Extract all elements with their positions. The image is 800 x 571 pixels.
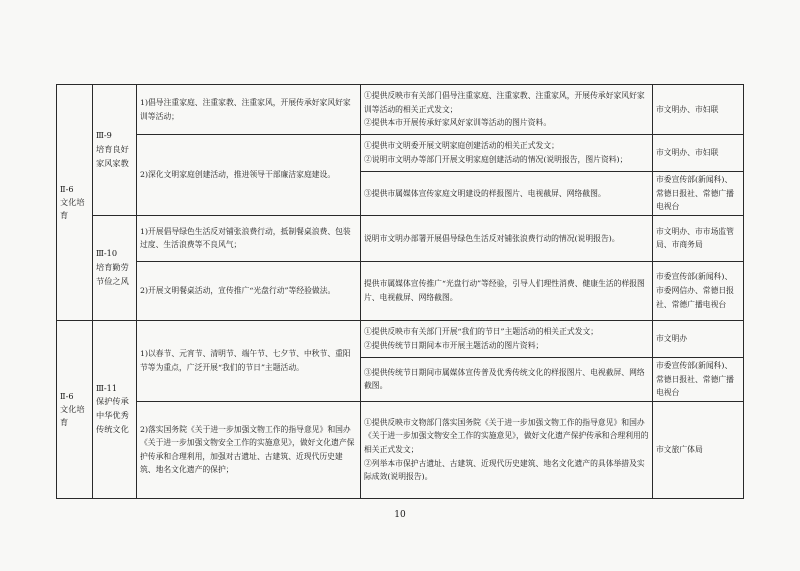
materials-cell: ①提供反映市有关部门开展“我们的节日”主题活动的相关正式发文； ②提供传统节日期间本市开展主题活动的图片资料； (361, 320, 653, 357)
materials-cell: 说明市文明办部署开展倡导绿色生活反对铺张浪费行动的情况(说明报告)。 (361, 215, 653, 261)
table-row (57, 401, 744, 498)
category-cell: Ⅱ-6 文化培 育 (57, 85, 93, 321)
dept-cell: 市委宣传部(新闻科)、市委网信办、常德日报社、常德广播电视台 (653, 261, 744, 320)
task-cell: 1)开展倡导绿色生活反对铺张浪费行动，抵制餐桌浪费、包装过度、生活浪费等不良风气； (137, 215, 361, 261)
dept-cell: 市文明办 (653, 320, 744, 357)
table-row (57, 261, 744, 320)
task-cell: 1)以春节、元宵节、清明节、端午节、七夕节、中秋节、重阳节等为重点，广泛开展“我们的节日”主题活动。 (137, 320, 361, 401)
materials-cell: ①提供反映市文物部门落实国务院《关于进一步加强文物工作的指导意见》和国办《关于进一步加强文物安全工作的实施意见》，做好文化遗产保护传承和合理利用的相关正式发文； ②列举本市保护古遗址、古建筑、近现代历史建筑、地名文化遗产的具体举措及实际成效(说明报告)。 (361, 401, 653, 498)
task-cell: 2)深化文明家庭创建活动，推进领导干部廉洁家庭建设。 (137, 135, 361, 216)
category-cell: Ⅱ-6 文化培 育 (57, 320, 93, 498)
page-number: 10 (394, 510, 406, 520)
subcategory-cell: Ⅲ-11 保护传承 中华优秀 传统文化 (93, 320, 137, 498)
table-row (57, 85, 744, 135)
materials-cell: ③提供传统节日期间市属媒体宣传普及优秀传统文化的样报图片、电视截屏、网络截图。 (361, 357, 653, 401)
task-cell: 2)落实国务院《关于进一步加强文物工作的指导意见》和国办《关于进一步加强文物安全工作的实施意见》，做好文化遗产保护传承和合理利用，加强对古遗址、古建筑、近现代历史建筑、地名文化遗产的保护； (137, 401, 361, 498)
materials-cell: ①提供反映市有关部门倡导注重家庭、注重家教、注重家风，开展传承好家风好家训等活动的相关正式发文； ②提供本市开展传承好家风好家训等活动的图片资料。 (361, 85, 653, 135)
assessment-table (56, 84, 744, 499)
task-cell: 1)倡导注重家庭、注重家教、注重家风，开展传承好家风好家训等活动； (137, 85, 361, 135)
dept-cell: 市文明办、市市场监管局、市商务局 (653, 215, 744, 261)
dept-cell: 市文旅广体局 (653, 401, 744, 498)
table-row (57, 320, 744, 357)
task-cell: 2)开展文明餐桌活动，宣传推广“光盘行动”等经验做法。 (137, 261, 361, 320)
materials-cell: ①提供市文明委开展文明家庭创建活动的相关正式发文； ②说明市文明办等部门开展文明家庭创建活动的情况(说明报告，图片资料)； (361, 135, 653, 172)
dept-cell: 市文明办、市妇联 (653, 135, 744, 172)
table-row (57, 215, 744, 261)
subcategory-cell: Ⅲ-9 培育良好 家风家教 (93, 85, 137, 216)
dept-cell: 市文明办、市妇联 (653, 85, 744, 135)
materials-cell: ③提供市属媒体宣传家庭文明建设的样报图片、电视截屏、网络截图。 (361, 172, 653, 216)
dept-cell: 市委宣传部(新闻科)、常德日报社、常德广播电视台 (653, 172, 744, 216)
table-row (57, 135, 744, 172)
materials-cell: 提供市属媒体宣传推广“光盘行动”等经验，引导人们理性消费、健康生活的样报图片、电视截屏、网络截图。 (361, 261, 653, 320)
dept-cell: 市委宣传部(新闻科)、常德日报社、常德广播电视台 (653, 357, 744, 401)
subcategory-cell: Ⅲ-10 培育勤劳 节俭之风 (93, 215, 137, 320)
